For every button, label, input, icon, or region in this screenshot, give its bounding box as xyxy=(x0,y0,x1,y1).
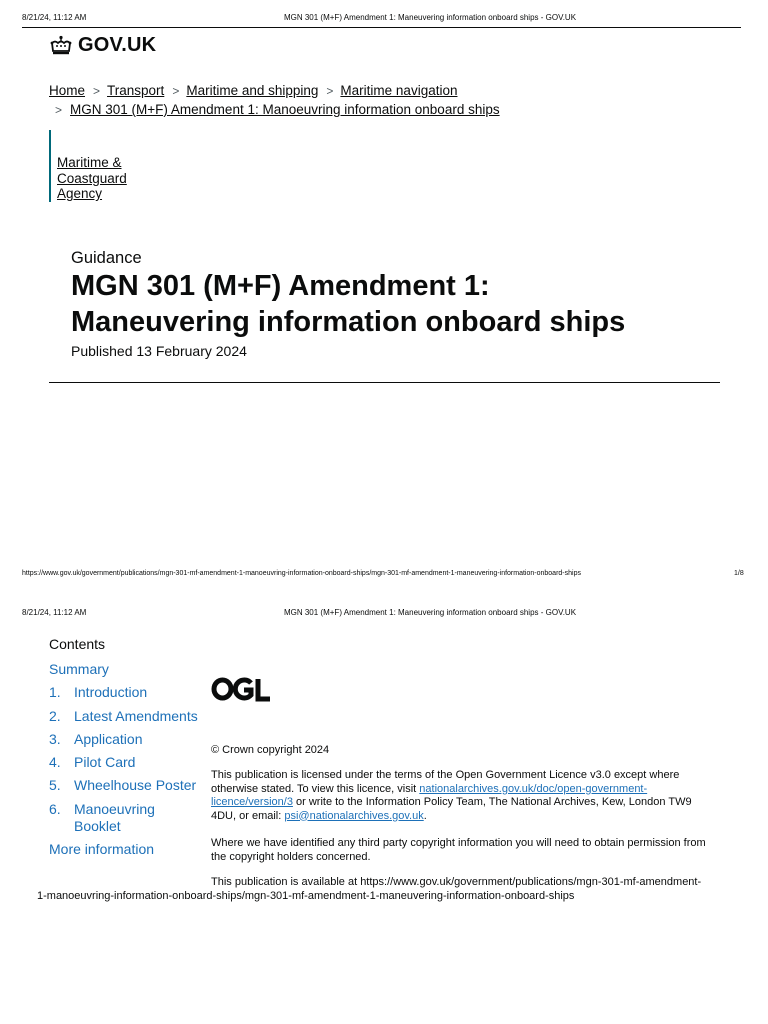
section-divider xyxy=(49,382,720,383)
breadcrumb-home[interactable]: Home xyxy=(49,83,86,98)
contents-link-summary[interactable]: Summary xyxy=(49,661,109,677)
contents-link-manoeuvring-booklet[interactable]: 6. Manoeuvring Booklet xyxy=(49,800,155,834)
print-url: https://www.gov.uk/government/publications/mgn-301-mf-amendment-1-manoeuvring-information-onboard-ships/mgn-301-mf-amendment-1-maneuvering-information-onboard-ships xyxy=(22,570,581,577)
print-doc-title-2: MGN 301 (M+F) Amendment 1: Maneuvering information onboard ships - GOV.UK xyxy=(283,608,577,617)
contents-list xyxy=(49,658,198,861)
org-line-3: Agency xyxy=(57,186,103,201)
contents-link-introduction[interactable]: 1. Introduction xyxy=(49,684,148,701)
print-page-number: 1/8 xyxy=(734,570,744,577)
psi-email-link[interactable]: psi@nationalarchives.gov.uk xyxy=(284,809,424,822)
contents-link-latest-amendments[interactable]: 2. Latest Amendments xyxy=(49,707,198,724)
breadcrumb-current-page[interactable]: MGN 301 (M+F) Amendment 1: Manoeuvring information onboard ships xyxy=(70,102,500,117)
availability-paragraph-continued: 1-manoeuvring-information-onboard-ships/mgn-301-mf-amendment-1-maneuvering-information-onboard-ships xyxy=(37,890,575,902)
print-doc-title: MGN 301 (M+F) Amendment 1: Maneuvering information onboard ships - GOV.UK xyxy=(283,13,577,22)
crown-icon xyxy=(49,35,73,57)
contents-link-pilot-card[interactable]: 4. Pilot Card xyxy=(49,754,136,771)
page-title xyxy=(71,268,711,340)
org-line-2: Coastguard xyxy=(57,170,127,186)
title-line-2: Maneuvering information onboard ships xyxy=(71,306,626,338)
print-timestamp: 8/21/24, 11:12 AM xyxy=(22,13,87,22)
licence-paragraph: This publication is licensed under the terms of the Open Government Licence v3.0 except where otherwise stated. To view this licence, visit nationalarchives.gov.uk/doc/open-government- licence/version/3 or write to the Information Policy Team, The National Archives, Kew, London TW9 4DU, or email: psi@nationalarchives.gov.uk. xyxy=(211,769,692,822)
published-date: Published 13 February 2024 xyxy=(71,343,247,359)
breadcrumb-line-2 xyxy=(49,101,500,119)
govuk-wordmark: GOV.UK xyxy=(78,34,157,56)
chevron-right-icon: > xyxy=(326,84,334,98)
header-rule xyxy=(22,27,741,28)
govuk-logo-link[interactable] xyxy=(49,34,156,57)
print-timestamp-2: 8/21/24, 11:12 AM xyxy=(22,608,87,617)
licence-link-continued[interactable]: licence/version/3 xyxy=(211,796,293,808)
licence-link[interactable]: nationalarchives.gov.uk/doc/open-government- xyxy=(419,782,648,795)
chevron-right-icon: > xyxy=(172,84,180,98)
contents-link-wheelhouse-poster[interactable]: 5. Wheelhouse Poster xyxy=(49,777,197,794)
crown-copyright: © Crown copyright 2024 xyxy=(211,744,330,756)
org-line-1: Maritime & xyxy=(57,155,122,170)
breadcrumb-maritime-shipping[interactable]: Maritime and shipping xyxy=(186,83,319,98)
page-caption: Guidance xyxy=(71,249,142,267)
availability-paragraph: This publication is available at https://www.gov.uk/government/publications/mgn-301-mf-amendment- xyxy=(211,876,702,888)
title-line-1: MGN 301 (M+F) Amendment 1: xyxy=(71,270,490,302)
contents-heading: Contents xyxy=(49,636,106,652)
breadcrumb xyxy=(49,82,457,100)
organisation-link[interactable] xyxy=(57,155,127,202)
organisation-logo xyxy=(49,130,151,202)
third-party-paragraph: Where we have identified any third party copyright information you will need to obtain permission from the copyright holders concerned. xyxy=(211,837,706,863)
contents-link-application[interactable]: 3. Application xyxy=(49,730,143,747)
chevron-right-icon: > xyxy=(55,103,63,117)
chevron-right-icon: > xyxy=(93,84,101,98)
ogl-logo xyxy=(211,676,271,707)
contents-link-more-information[interactable]: More information xyxy=(49,840,155,857)
breadcrumb-transport[interactable]: Transport xyxy=(107,83,165,98)
breadcrumb-maritime-navigation[interactable]: Maritime navigation xyxy=(340,83,458,98)
